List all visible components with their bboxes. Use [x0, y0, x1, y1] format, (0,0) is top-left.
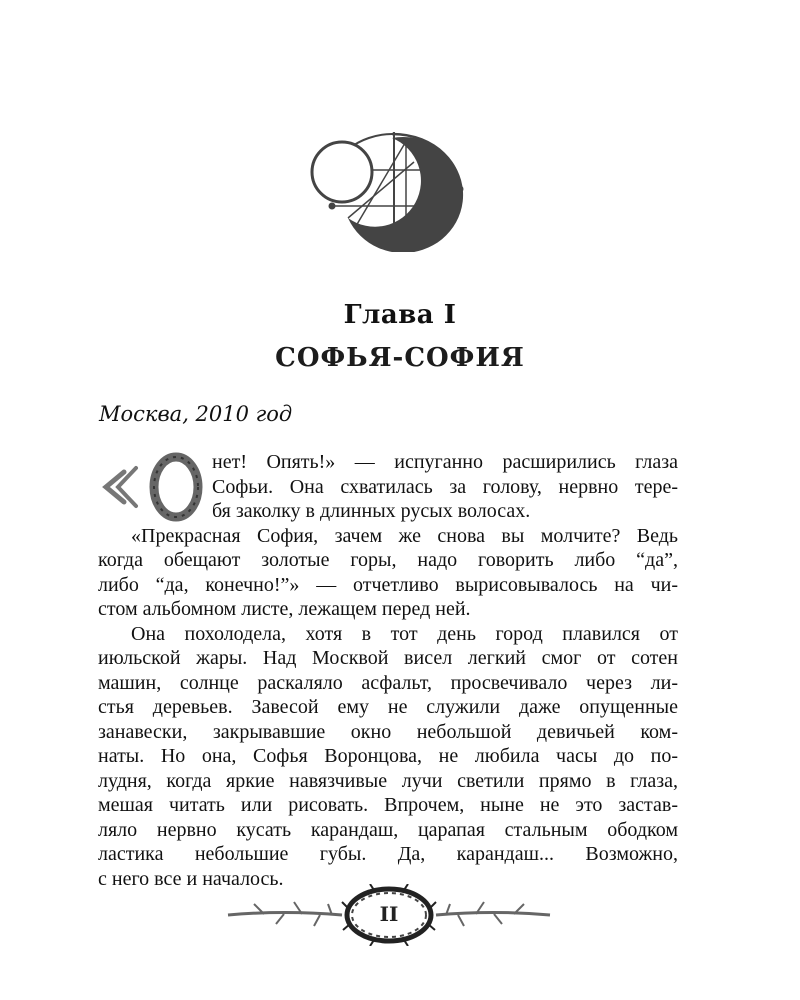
body-text: [98, 450, 678, 891]
drop-cap: [98, 452, 206, 522]
text-line: «Прекрасная София, зачем же снова вы молчите? Ведь: [131, 524, 678, 547]
text-line: когда обещают золотые горы, надо говорить либо “да”,: [98, 549, 678, 571]
text-line: бя заколку в длинных русых волосах.: [212, 500, 531, 522]
paragraph-1: [98, 450, 678, 524]
text-line: Она похолодела, хотя в тот день город плавился от: [131, 622, 678, 645]
chapter-title: Глава I: [343, 300, 457, 330]
text-line: занавески, закрывавшие окно небольшой девичьей ком-: [98, 720, 678, 743]
text-line: с него все и началось.: [98, 867, 284, 890]
text-line: мешая читать или рисовать. Впрочем, ныне не это застав-: [98, 794, 678, 816]
page-number: II: [379, 902, 399, 926]
text-line: Софьи. Она схватилась за голову, нервно тере-: [212, 475, 678, 498]
paragraph-2: [98, 524, 678, 622]
chapter-subtitle: СОФЬЯ-СОФИЯ: [275, 343, 525, 373]
text-line: наты. Но она, Софья Воронцова, не любила часы до по-: [98, 745, 678, 767]
page-footer: [224, 884, 554, 946]
text-line: нет! Опять!» — испуганно расширились глаза: [212, 451, 678, 473]
paragraph-3: [98, 622, 678, 892]
text-line: лудня, когда яркие навязчивые лучи светили прямо в глаза,: [98, 769, 678, 792]
text-line: машин, солнце раскаляло асфальт, просвечивало через ли-: [98, 671, 678, 694]
place-date: Москва, 2010 год: [99, 402, 293, 426]
text-line: либо “да, конечно!”» — отчетливо вырисовывалось на чи-: [98, 573, 678, 596]
text-line: июльской жары. Над Москвой висел легкий смог от сотен: [98, 647, 678, 669]
text-line: ластика небольшие губы. Да, карандаш... Возможно,: [98, 843, 678, 865]
text-line: ляло нервно кусать карандаш, царапая стальным ободком: [98, 818, 678, 841]
text-line: стья деревьев. Завесой ему не служили даже опущенные: [98, 696, 678, 718]
arrow-ornament-icon: [98, 452, 206, 522]
moon-emblem-icon: [296, 126, 468, 252]
drop-cap-letter: [98, 452, 99, 453]
text-line: стом альбомном листе, лежащем перед ней.: [98, 598, 471, 620]
